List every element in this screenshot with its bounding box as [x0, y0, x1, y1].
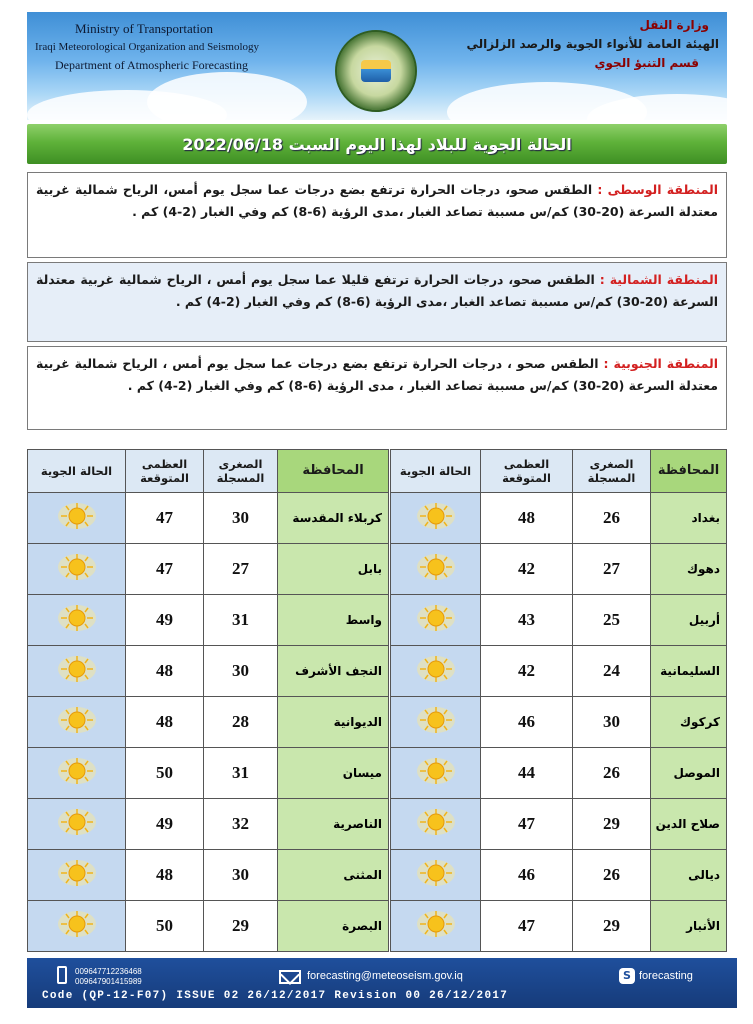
max-temp: 49	[126, 799, 204, 850]
max-temp: 47	[126, 493, 204, 544]
organization-logo	[335, 30, 417, 112]
phone-icon	[57, 966, 67, 984]
governorate-name: صلاح الدين	[651, 799, 727, 850]
weather-cell	[391, 646, 481, 697]
table-row	[28, 544, 389, 595]
sun-icon	[57, 757, 97, 785]
max-temp: 42	[481, 646, 573, 697]
sun-icon	[57, 859, 97, 887]
table-row	[391, 901, 727, 952]
sun-icon	[416, 808, 456, 836]
min-temp: 26	[573, 850, 651, 901]
weather-cell	[391, 748, 481, 799]
governorate-name: أربيل	[651, 595, 727, 646]
governorate-name: الأنبار	[651, 901, 727, 952]
min-temp: 31	[204, 595, 278, 646]
table-row	[28, 697, 389, 748]
table-row	[391, 493, 727, 544]
header-banner	[27, 12, 727, 120]
table-row	[391, 850, 727, 901]
table-header-row	[391, 450, 727, 493]
table-row	[391, 748, 727, 799]
weather-header: الحالة الجوية	[28, 450, 126, 493]
governorate-name: النجف الأشرف	[278, 646, 389, 697]
governorate-name: كركوك	[651, 697, 727, 748]
table-row	[28, 901, 389, 952]
sun-icon	[57, 910, 97, 938]
governorate-name: ميسان	[278, 748, 389, 799]
governorate-name: المثنى	[278, 850, 389, 901]
region-label: المنطقة الوسطى :	[597, 182, 718, 197]
min-temp: 31	[204, 748, 278, 799]
sun-icon	[416, 604, 456, 632]
min-temp: 27	[204, 544, 278, 595]
min-temp: 26	[573, 748, 651, 799]
table-row	[28, 646, 389, 697]
governorate-name: ديالى	[651, 850, 727, 901]
max-header-line2: المتوقعة	[140, 471, 189, 485]
min-temp: 30	[204, 493, 278, 544]
weather-cell	[28, 799, 126, 850]
weather-cell	[391, 901, 481, 952]
governorate-name: الديوانية	[278, 697, 389, 748]
sun-icon	[416, 655, 456, 683]
region-label: المنطقة الجنوبية :	[603, 356, 718, 371]
weather-cell	[28, 901, 126, 952]
max-temp: 50	[126, 748, 204, 799]
sun-icon	[57, 604, 97, 632]
weather-cell	[28, 646, 126, 697]
max-temp: 44	[481, 748, 573, 799]
phone-numbers	[75, 967, 142, 987]
table-row	[28, 595, 389, 646]
min-temp: 26	[573, 493, 651, 544]
table-row	[391, 799, 727, 850]
footer-bar	[27, 958, 737, 1008]
weather-cell	[391, 595, 481, 646]
max-temp: 48	[126, 646, 204, 697]
governorate-name: السليمانية	[651, 646, 727, 697]
sun-icon	[416, 502, 456, 530]
max-temp: 47	[481, 901, 573, 952]
weather-cell	[391, 544, 481, 595]
max-header	[126, 450, 204, 493]
governorate-name: كربلاء المقدسة	[278, 493, 389, 544]
weather-cell	[391, 697, 481, 748]
governorate-name: بابل	[278, 544, 389, 595]
max-header-line2: المتوقعة	[502, 471, 551, 485]
max-temp: 46	[481, 697, 573, 748]
sun-icon	[57, 808, 97, 836]
ministry-name-ar: وزارة النقل	[639, 18, 709, 32]
weather-header: الحالة الجوية	[391, 450, 481, 493]
weather-cell	[28, 493, 126, 544]
min-temp: 30	[204, 850, 278, 901]
governorate-name: واسط	[278, 595, 389, 646]
skype-icon: S	[619, 968, 635, 984]
table-row	[28, 748, 389, 799]
min-temp: 29	[573, 799, 651, 850]
document-code: Code (QP-12-F07) ISSUE 02 26/12/2017 Revision 00 26/12/2017	[42, 990, 509, 1002]
region-text: الطقس صحو ، درجات الحرارة ترتفع بضع درجات عما سجل يوم أمس ، الرياح شمالية غربية معتدلة السرعة (20-30) كم/س مسببة تصاعد الغبار ، مدى الرؤية (6-8) كم وفي الغبار (2-4) كم .	[36, 356, 718, 393]
table-row	[28, 850, 389, 901]
min-header-line1: الصغرى	[589, 457, 634, 471]
sun-icon	[57, 706, 97, 734]
max-temp: 48	[126, 697, 204, 748]
min-temp: 28	[204, 697, 278, 748]
organization-name-en: Iraqi Meteorological Organization and Seismology	[35, 41, 260, 53]
region-central	[27, 172, 727, 258]
min-temp: 30	[204, 646, 278, 697]
phone-number: 009647712236468	[75, 967, 142, 976]
weather-cell	[28, 850, 126, 901]
min-temp: 30	[573, 697, 651, 748]
table-row	[391, 697, 727, 748]
max-temp: 42	[481, 544, 573, 595]
governorate-header: المحافظة	[278, 450, 389, 493]
region-label: المنطقة الشمالية :	[599, 272, 718, 287]
department-name-ar: قسم التنبؤ الجوي	[594, 56, 699, 70]
governorate-name: البصرة	[278, 901, 389, 952]
logo-emblem-icon	[361, 60, 391, 82]
min-temp: 25	[573, 595, 651, 646]
max-temp: 46	[481, 850, 573, 901]
table-row	[391, 544, 727, 595]
title-bar	[27, 124, 727, 164]
ministry-name-en: Ministry of Transportation	[75, 21, 213, 36]
email-link[interactable]: forecasting@meteoseism.gov.iq	[307, 970, 463, 982]
governorate-name: الموصل	[651, 748, 727, 799]
sun-icon	[416, 859, 456, 887]
min-header-line2: المسجلة	[216, 471, 265, 485]
governorate-name: دهوك	[651, 544, 727, 595]
region-text: الطقس صحو، درجات الحرارة ترتفع بضع درجات عما سجل يوم أمس، الرياح شمالية غربية معتدلة السرعة (20-30) كم/س مسببة تصاعد الغبار ،مدى الرؤية (6-8) كم وفي الغبار (2-4) كم .	[36, 182, 718, 219]
table-row	[28, 493, 389, 544]
governorate-name: الناصرية	[278, 799, 389, 850]
min-temp: 29	[573, 901, 651, 952]
min-header	[573, 450, 651, 493]
organization-name-ar: الهيئة العامة للأنواء الجوية والرصد الزلزالي	[466, 37, 719, 51]
weather-cell	[28, 544, 126, 595]
min-header-line2: المسجلة	[587, 471, 636, 485]
max-temp: 47	[481, 799, 573, 850]
header-arabic	[467, 16, 719, 73]
weather-cell	[28, 595, 126, 646]
table-row	[391, 595, 727, 646]
min-header	[204, 450, 278, 493]
weather-cell	[391, 493, 481, 544]
skype-handle: forecasting	[639, 970, 693, 982]
weather-cell	[391, 799, 481, 850]
region-text: الطقس صحو، درجات الحرارة ترتفع قليلا عما سجل يوم أمس ، الرياح شمالية غربية معتدلة السرعة (20-30) كم/س مسببة تصاعد الغبار ،مدى الرؤية (6-8) كم وفي الغبار (2-4) كم .	[36, 272, 718, 309]
max-header	[481, 450, 573, 493]
mail-icon	[279, 970, 301, 984]
weather-cell	[28, 697, 126, 748]
min-header-line1: الصغرى	[218, 457, 263, 471]
sun-icon	[416, 706, 456, 734]
department-name-en: Department of Atmospheric Forecasting	[55, 58, 248, 72]
sun-icon	[57, 553, 97, 581]
region-south	[27, 346, 727, 430]
sun-icon	[416, 757, 456, 785]
max-temp: 50	[126, 901, 204, 952]
min-temp: 24	[573, 646, 651, 697]
sun-icon	[57, 502, 97, 530]
max-temp: 48	[481, 493, 573, 544]
phone-number: 009647901415989	[75, 977, 142, 986]
sun-icon	[57, 655, 97, 683]
weather-cell	[391, 850, 481, 901]
max-header-line1: العظمى	[503, 457, 550, 471]
governorate-header: المحافظة	[651, 450, 727, 493]
min-temp: 29	[204, 901, 278, 952]
min-temp: 27	[573, 544, 651, 595]
max-temp: 47	[126, 544, 204, 595]
max-temp: 48	[126, 850, 204, 901]
page-title: الحالة الجوية للبلاد لهذا اليوم السبت 2022/06/18	[182, 134, 572, 154]
table-row	[391, 646, 727, 697]
max-temp: 49	[126, 595, 204, 646]
max-temp: 43	[481, 595, 573, 646]
region-north	[27, 262, 727, 342]
min-temp: 32	[204, 799, 278, 850]
governorate-name: بغداد	[651, 493, 727, 544]
max-header-line1: العظمى	[141, 457, 188, 471]
forecast-table-right	[390, 449, 727, 952]
table-header-row	[28, 450, 389, 493]
sun-icon	[416, 910, 456, 938]
sun-icon	[416, 553, 456, 581]
forecast-table-left	[27, 449, 389, 952]
weather-cell	[28, 748, 126, 799]
header-english	[35, 20, 259, 74]
table-row	[28, 799, 389, 850]
